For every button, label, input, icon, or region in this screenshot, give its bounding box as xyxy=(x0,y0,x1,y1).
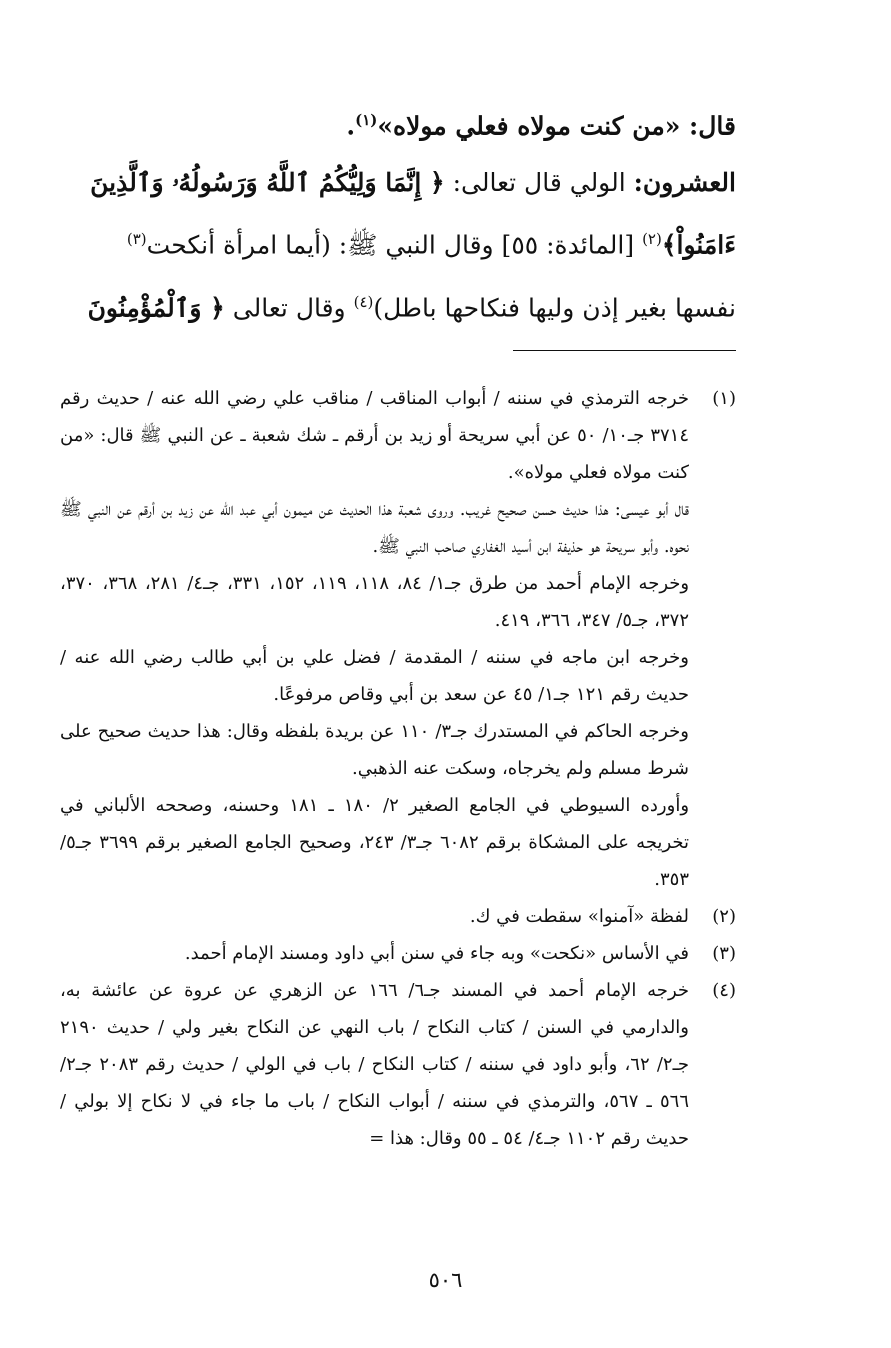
footnote-number: (٣) xyxy=(712,943,736,964)
footnote-number: (١) xyxy=(712,388,736,409)
main-line-2 xyxy=(60,154,736,211)
main-line-4 xyxy=(60,274,736,336)
footnote xyxy=(60,380,736,898)
footnote-separator xyxy=(513,350,736,351)
quran-verse: ﴿ وَٱلْمُؤْمِنُونَ xyxy=(87,292,225,322)
main-line-1 xyxy=(60,92,736,154)
hadith-quote: قال: «من كنت مولاه فعلي مولاه» xyxy=(377,111,736,141)
main-line-2-text: الولي قال تعالى: xyxy=(444,168,634,198)
page-number: ٥٠٦ xyxy=(428,1268,463,1292)
footnote-para: وخرجه الإمام أحمد من طرق جـ١/ ٨٤، ١١٨، ١١٩، ١٥٢، ٣٣١، جـ٤/ ٢٨١، ٣٦٨، ٣٧٠، ٣٧٢، جـ٥/ ٣٤٧، ٣٦٦، ٤١٩. xyxy=(60,573,690,631)
footnote-ref: (٢) xyxy=(642,230,662,249)
footnote-para: في الأساس «نكحت» وبه جاء في سنن أبي داود ومسند الإمام أحمد. xyxy=(184,943,689,964)
footnote xyxy=(60,935,736,972)
quran-verse-end: ءَامَنُواْ﴾ xyxy=(661,230,736,260)
main-line-3 xyxy=(60,211,736,273)
main-line-4-text2: وقال تعالى xyxy=(224,292,354,322)
main-line-4-text: نفسها بغير إذن وليها فنكاحها باطل) xyxy=(373,292,736,322)
footnote-ref: (٤) xyxy=(353,292,374,311)
footnote-para: خرجه الإمام أحمد في المسند جـ٦/ ١٦٦ عن الزهري عن عروة عن عائشة به، والدارمي في السنن / كتاب النكاح / باب النهي عن النكاح بغير ولي / حديث ٢١٩٠ جـ٢/ ٦٢، وأبو داود في سننه / كتاب النكاح / باب في الولي / حديث رقم ٢٠٨٣ جـ٢/ ٥٦٦ ـ ٥٦٧، والترمذي في سننه / أبواب النكاح / باب ما جاء في لا نكاح إلا بولي / حديث رقم ١١٠٢ جـ٤/ ٥٤ ـ ٥٥ وقال: هذا = xyxy=(60,980,690,1149)
footnote-ref: (١) xyxy=(355,111,378,129)
footnote-number: (٤) xyxy=(712,980,736,1001)
section-lead: العشرون: xyxy=(633,168,736,198)
footnotes xyxy=(60,380,736,1157)
footnote xyxy=(60,972,736,1157)
footnote-para: وخرجه ابن ماجه في سننه / المقدمة / فضل علي بن أبي طالب رضي الله عنه / حديث رقم ١٢١ جـ١/ ٤٥ عن سعد بن أبي وقاص مرفوعًا. xyxy=(60,647,689,705)
main-text xyxy=(60,92,736,336)
footnote-para: خرجه الترمذي في سننه / أبواب المناقب / مناقب علي رضي الله عنه / حديث رقم ٣٧١٤ جـ١٠/ ٥٠ عن أبي سريحة أو زيد بن أرقم ـ شك شعبة ـ عن النبي ﷺ قال: «من كنت مولاه فعلي مولاه». xyxy=(60,388,689,483)
footnote-para: لفظة «آمنوا» سقطت في ك. xyxy=(469,906,689,927)
footnote-ref: (٣) xyxy=(126,230,147,249)
quran-verse: ﴿ إِنَّمَا وَلِيُّكُمُ ٱللَّهُ وَرَسُولُهُۥ وَٱلَّذِينَ xyxy=(90,168,445,198)
line-end: . xyxy=(346,111,356,141)
footnote-number: (٢) xyxy=(712,906,736,927)
footnote xyxy=(60,898,736,935)
main-line-3-text: [المائدة: ٥٥] وقال النبي ﷺ: (أيما امرأة أنكحت xyxy=(146,230,643,260)
footnote-para: وخرجه الحاكم في المستدرك جـ٣/ ١١٠ عن بريدة بلفظه وقال: هذا حديث صحيح على شرط مسلم ولم يخرجاه، وسكت عنه الذهبي. xyxy=(60,721,689,779)
footnote-para: وأورده السيوطي في الجامع الصغير ٢/ ١٨٠ ـ ١٨١ وحسنه، وصححه الألباني في تخريجه على المشكاة برقم ٦٠٨٢ جـ٣/ ٢٤٣، وصحيح الجامع الصغير برقم ٣٦٩٩ جـ٥/ ٣٥٣. xyxy=(60,795,690,890)
footnote-para: قال أبو عيسى: هذا حديث حسن صحيح غريب. وروى شعبة هذا الحديث عن ميمون أبي عبد الله عن زيد بن أرقم عن النبي ﷺ نحوه. وأبو سريحة هو حذيفة ابن أسيد الغفاري صاحب النبي ﷺ. xyxy=(60,499,689,557)
